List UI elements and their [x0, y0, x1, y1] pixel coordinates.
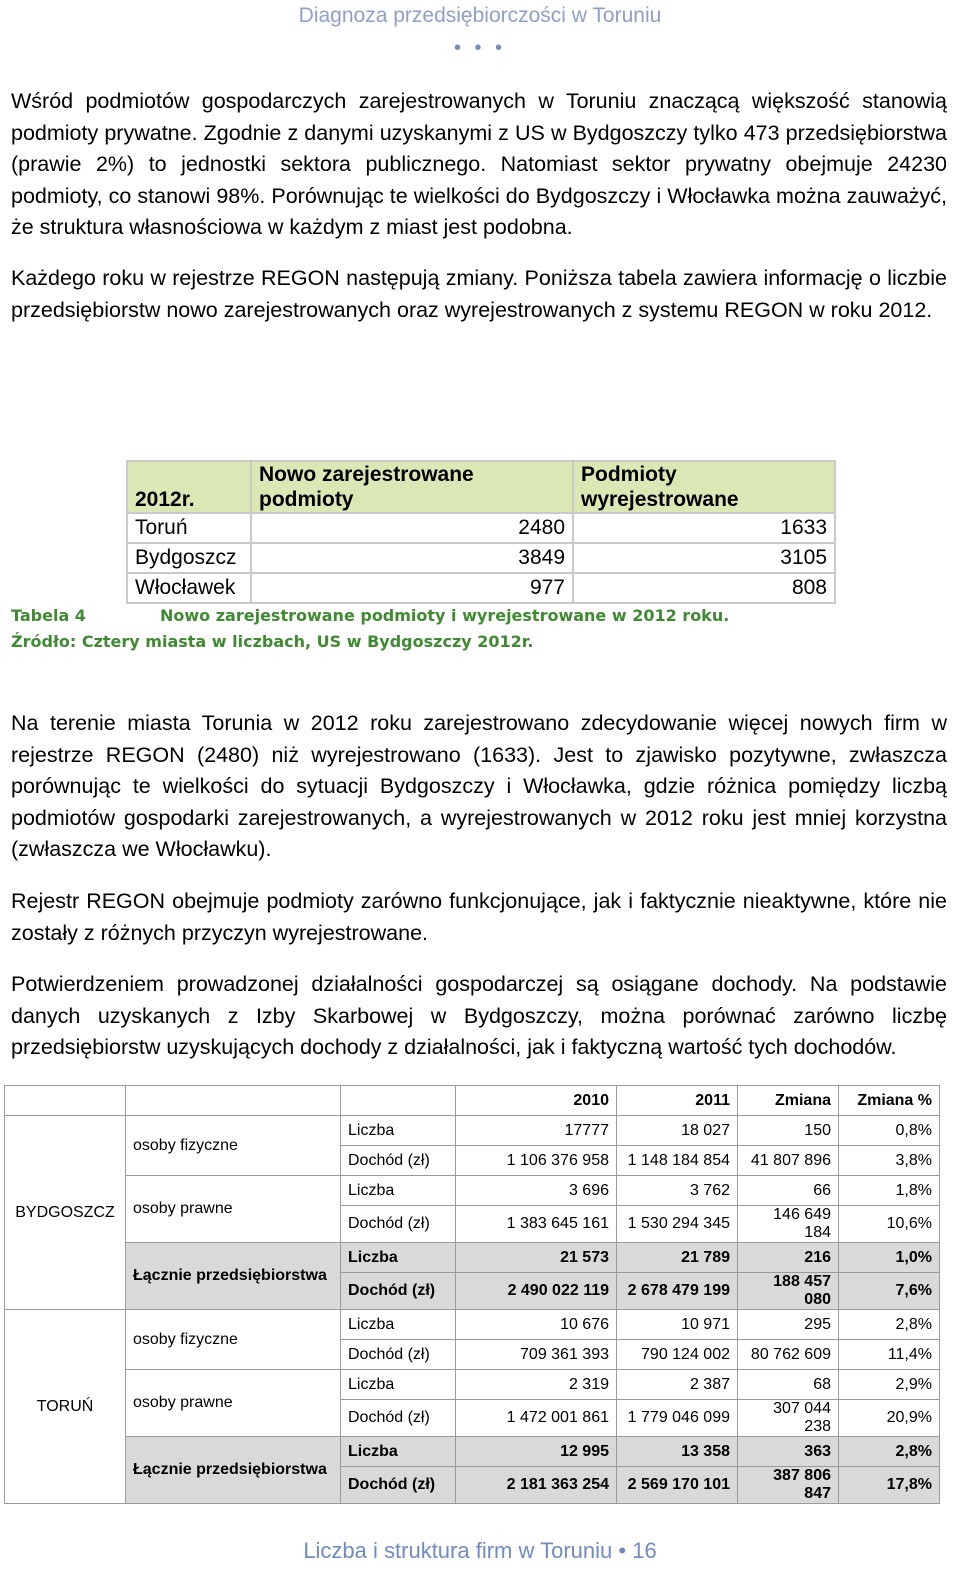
cell-new: 2480 [251, 513, 573, 543]
cell-change-pct: 1,8% [839, 1176, 940, 1206]
header-2010: 2010 [456, 1086, 617, 1116]
cell-2010: 12 995 [456, 1437, 617, 1467]
cell-2011: 790 124 002 [617, 1340, 738, 1370]
group-label: Łącznie przedsiębiorstwa [126, 1243, 341, 1310]
cell-2010: 2 319 [456, 1370, 617, 1400]
city-torun: TORUŃ [5, 1310, 126, 1504]
measure-label: Dochód (zł) [341, 1146, 456, 1176]
group-label: Łącznie przedsiębiorstwa [126, 1437, 341, 1504]
cell-change: 387 806 847 [738, 1467, 839, 1504]
cell-2010: 3 696 [456, 1176, 617, 1206]
paragraph-ownership [11, 86, 947, 244]
cell-change: 188 457 080 [738, 1273, 839, 1310]
cell-change-pct: 0,8% [839, 1116, 940, 1146]
cell-change: 295 [738, 1310, 839, 1340]
table-header-year: 2012r. [127, 461, 251, 513]
paragraph-income [11, 969, 947, 1064]
table-regon-2012 [126, 460, 836, 604]
table-row-total [5, 1437, 940, 1467]
cell-removed: 808 [573, 573, 835, 603]
cell-change-pct: 17,8% [839, 1467, 940, 1504]
table-header-removed: Podmioty wyrejestrowane [573, 461, 835, 513]
header-dots: • • • [453, 37, 507, 59]
table-income [4, 1085, 940, 1504]
cell-change: 80 762 609 [738, 1340, 839, 1370]
measure-label: Dochód (zł) [341, 1273, 456, 1310]
cell-city: Włocławek [127, 573, 251, 603]
cell-change-pct: 10,6% [839, 1206, 940, 1243]
table-row [127, 573, 835, 603]
cell-change: 216 [738, 1243, 839, 1273]
cell-2011: 10 971 [617, 1310, 738, 1340]
cell-2010: 17777 [456, 1116, 617, 1146]
measure-label: Dochód (zł) [341, 1206, 456, 1243]
paragraph-regon-scope [11, 886, 947, 949]
cell-change: 146 649 184 [738, 1206, 839, 1243]
measure-label: Liczba [341, 1116, 456, 1146]
measure-label: Dochód (zł) [341, 1400, 456, 1437]
page-footer [0, 1538, 960, 1564]
table-header-row [127, 461, 835, 513]
cell-2011: 18 027 [617, 1116, 738, 1146]
cell-change-pct: 20,9% [839, 1400, 940, 1437]
paragraph-text: Rejestr REGON obejmuje podmioty zarówno funkcjonujące, jak i faktycznie nieaktywne, które nie zostały z różnych przyczyn wyrejestrowane. [11, 889, 947, 945]
cell-2010: 1 472 001 861 [456, 1400, 617, 1437]
cell-change: 41 807 896 [738, 1146, 839, 1176]
cell-2011: 2 678 479 199 [617, 1273, 738, 1310]
cell-new: 977 [251, 573, 573, 603]
running-header: Diagnoza przedsiębiorczości w Toruniu [298, 4, 662, 27]
cell-change: 307 044 238 [738, 1400, 839, 1437]
group-label: osoby fizyczne [126, 1310, 341, 1370]
cell-change: 150 [738, 1116, 839, 1146]
paragraph-text: Na terenie miasta Torunia w 2012 roku zarejestrowano zdecydowanie więcej nowych firm w rejestrze REGON (2480) niż wyrejestrowano (1633). Jest to zjawisko pozytywne, zwłaszcza porównując te wielkości do sytuacji Bydgoszczy i Włocławka, gdzie różnica pomiędzy liczbą podmiotów gospodarki zarejestrowanych, a wyrejestrowanych w 2012 roku jest mniej korzystna (zwłaszcza we Włocławku). [11, 711, 947, 861]
measure-label: Liczba [341, 1176, 456, 1206]
paragraph-text: Każdego roku w rejestrze REGON następują zmiany. Poniższa tabela zawiera informację o liczbie przedsiębiorstw nowo zarejestrowanych oraz wyrejestrowanych z systemu REGON w roku 2012. [11, 266, 947, 322]
table-header-row [5, 1086, 940, 1116]
cell-2011: 1 779 046 099 [617, 1400, 738, 1437]
cell-2010: 2 490 022 119 [456, 1273, 617, 1310]
paragraph-text: Potwierdzeniem prowadzonej działalności gospodarczej są osiągane dochody. Na podstawie danych uzyskanych z Izby Skarbowej w Bydgoszczy, można porównać zarówno liczbę przedsiębiorstw uzyskujących dochody z działalności, jak i faktyczną wartość tych dochodów. [11, 972, 947, 1059]
cell-removed: 3105 [573, 543, 835, 573]
table-source: Źródło: Cztery miasta w liczbach, US w Bydgoszczy 2012r. [11, 632, 534, 651]
cell-2011: 21 789 [617, 1243, 738, 1273]
table-caption-text: Nowo zarejestrowane podmioty i wyrejestrowane w 2012 roku. [160, 606, 730, 625]
header-empty-city [5, 1086, 126, 1116]
measure-label: Liczba [341, 1370, 456, 1400]
header-2011: 2011 [617, 1086, 738, 1116]
table-row [127, 543, 835, 573]
measure-label: Liczba [341, 1310, 456, 1340]
header-empty-group [126, 1086, 341, 1116]
table-row [127, 513, 835, 543]
paragraph-text: Wśród podmiotów gospodarczych zarejestrowanych w Toruniu znaczącą większość stanowią podmioty prywatne. Zgodnie z danymi uzyskanymi z US w Bydgoszczy tylko 473 przedsiębiorstwa (prawie 2%) to jednostki sektora publicznego. Natomiast sektor prywatny obejmuje 24230 podmioty, co stanowi 98%. Porównując te wielkości do Bydgoszczy i Włocławka można zauważyć, że struktura własnościowa w każdym z miast jest podobna. [11, 89, 947, 239]
cell-2010: 1 106 376 958 [456, 1146, 617, 1176]
cell-change-pct: 3,8% [839, 1146, 940, 1176]
table-row [5, 1310, 940, 1340]
cell-change-pct: 7,6% [839, 1273, 940, 1310]
cell-change-pct: 2,8% [839, 1310, 940, 1340]
cell-2010: 10 676 [456, 1310, 617, 1340]
cell-change: 68 [738, 1370, 839, 1400]
cell-2010: 21 573 [456, 1243, 617, 1273]
cell-2011: 1 530 294 345 [617, 1206, 738, 1243]
measure-label: Dochód (zł) [341, 1467, 456, 1504]
cell-new: 3849 [251, 543, 573, 573]
cell-change-pct: 2,8% [839, 1437, 940, 1467]
table-caption-label: Tabela 4 [11, 606, 86, 625]
cell-change-pct: 11,4% [839, 1340, 940, 1370]
cell-2010: 2 181 363 254 [456, 1467, 617, 1504]
cell-2011: 2 387 [617, 1370, 738, 1400]
paragraph-torun-2012 [11, 708, 947, 866]
table-row [5, 1116, 940, 1146]
cell-2011: 13 358 [617, 1437, 738, 1467]
cell-2011: 1 148 184 854 [617, 1146, 738, 1176]
cell-2011: 3 762 [617, 1176, 738, 1206]
group-label: osoby fizyczne [126, 1116, 341, 1176]
table-row-total [5, 1243, 940, 1273]
table-header-new: Nowo zarejestrowane podmioty [251, 461, 573, 513]
header-change: Zmiana [738, 1086, 839, 1116]
cell-change: 363 [738, 1437, 839, 1467]
paragraph-regon-changes [11, 263, 947, 326]
cell-2011: 2 569 170 101 [617, 1467, 738, 1504]
footer-separator: • [618, 1538, 627, 1563]
cell-city: Bydgoszcz [127, 543, 251, 573]
measure-label: Dochód (zł) [341, 1340, 456, 1370]
header-change-pct: Zmiana % [839, 1086, 940, 1116]
page-number: 16 [632, 1538, 657, 1563]
table-row [5, 1370, 940, 1400]
cell-removed: 1633 [573, 513, 835, 543]
group-label: osoby prawne [126, 1176, 341, 1243]
measure-label: Liczba [341, 1243, 456, 1273]
cell-city: Toruń [127, 513, 251, 543]
cell-change-pct: 2,9% [839, 1370, 940, 1400]
footer-title: Liczba i struktura firm w Toruniu [303, 1538, 613, 1563]
header-empty-measure [341, 1086, 456, 1116]
cell-2010: 709 361 393 [456, 1340, 617, 1370]
measure-label: Liczba [341, 1437, 456, 1467]
cell-change: 66 [738, 1176, 839, 1206]
city-bydgoszcz: BYDGOSZCZ [5, 1116, 126, 1310]
cell-change-pct: 1,0% [839, 1243, 940, 1273]
cell-2010: 1 383 645 161 [456, 1206, 617, 1243]
group-label: osoby prawne [126, 1370, 341, 1437]
table-row [5, 1176, 940, 1206]
